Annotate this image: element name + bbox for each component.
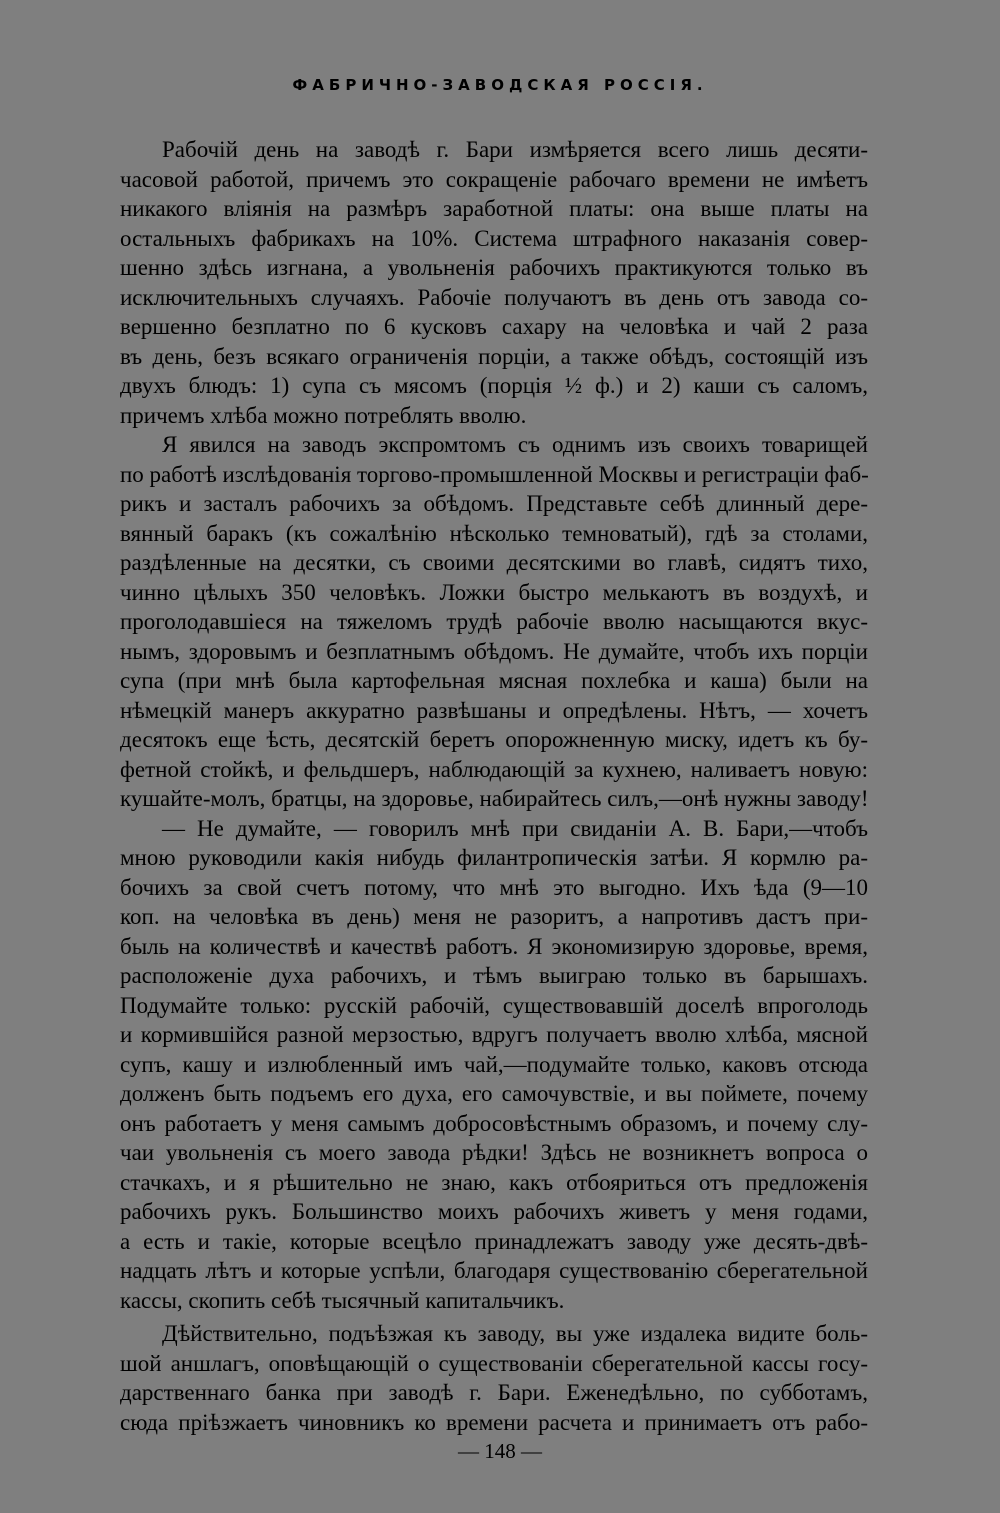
text-line: по работѣ изслѣдованія торгово-промышленной Москвы и регистраціи фаб- <box>120 461 869 487</box>
text-line: вянный баракъ (къ сожалѣнію нѣсколько темноватый), гдѣ за столами, <box>120 520 868 546</box>
text-line: надцать лѣтъ и которые успѣли, благодаря существованію сберегательной <box>120 1258 868 1283</box>
text-line: коп. на человѣка въ день) меня не разоритъ, а напротивъ дастъ при- <box>120 904 868 929</box>
text-line: двухъ блюдъ: 1) супа съ мясомъ (порція ½ ф.) и 2) каши съ саломъ, <box>120 373 868 398</box>
text-line: Я явился на заводъ экспромтомъ съ однимъ изъ своихъ товарищей <box>162 432 868 457</box>
text-line: супъ, кашу и излюбленный имъ чай,—подумайте только, каковъ отсюда <box>120 1051 868 1077</box>
text-line: расположеніе духа рабочихъ, и тѣмъ выиграю только въ барышахъ. <box>120 963 868 988</box>
text-line: онъ работаетъ у меня самымъ добросовѣстнымъ образомъ, и почему слу- <box>120 1110 868 1136</box>
text-line: рикъ и засталъ рабочихъ за обѣдомъ. Представьте себѣ длинный дере- <box>120 491 868 516</box>
text-line: десятокъ еще ѣсть, десятскій беретъ опорожненную миску, идетъ къ бу- <box>120 727 868 752</box>
text-line: а есть и такіе, которые всецѣло принадлежатъ заводу уже десять-двѣ- <box>120 1228 868 1254</box>
text-line: дарственнаго банка при заводѣ г. Бари. Еженедѣльно, по субботамъ, <box>120 1380 868 1405</box>
text-line: мною руководили какія нибудь филантропическія затѣи. Я кормлю ра- <box>120 845 868 870</box>
text-line: вершенно безплатно по 6 кусковъ сахару на человѣка и чай 2 раза <box>120 314 868 339</box>
text-line: исключительныхъ случаяхъ. Рабочіе получаютъ въ день отъ завода со- <box>120 284 868 310</box>
text-line: супа (при мнѣ была картофельная мясная похлебка и каша) были на <box>120 668 868 693</box>
text-line: остальныхъ фабрикахъ на 10%. Система штрафного наказанія совер- <box>120 225 868 251</box>
text-line: рабочихъ рукъ. Большинство моихъ рабочихъ живетъ у меня годами, <box>120 1199 868 1224</box>
text-line: шой аншлагъ, оповѣщающій о существованіи сберегательной кассы госу- <box>120 1350 868 1376</box>
text-line: Подумайте только: русскій рабочій, существовавшій доселѣ впроголодь <box>120 992 868 1018</box>
text-line: — Не думайте, — говорилъ мнѣ при свиданіи А. В. Бари,—чтобъ <box>162 815 868 841</box>
text-line: проголодавшіеся на тяжеломъ трудѣ рабочіе вволю насыщаются вкус- <box>120 609 868 634</box>
text-line: долженъ быть подъемъ его духа, его самочувствіе, и вы поймете, почему <box>120 1081 868 1106</box>
text-line: часовой работой, причемъ это сокращеніе рабочаго времени не имѣетъ <box>120 166 868 192</box>
text-line: стачкахъ, и я рѣшительно не знаю, какъ отбояриться отъ предложенія <box>120 1169 868 1195</box>
text-line: чинно цѣлыхъ 350 человѣкъ. Ложки быстро мелькаютъ въ воздухѣ, и <box>120 579 868 605</box>
text-line: никакого вліянія на размѣръ заработной платы: она выше платы на <box>120 196 868 221</box>
text-line: Рабочій день на заводѣ г. Бари измѣряется всего лишь десяти- <box>162 137 868 162</box>
text-line: кассы, скопить себѣ тысячный капитальчикъ. <box>120 1287 565 1313</box>
text-line: бочихъ за свой счетъ потому, что мнѣ это выгодно. Ихъ ѣда (9—10 <box>120 874 868 900</box>
text-line: нымъ, здоровымъ и безплатнымъ обѣдомъ. Не думайте, чтобъ ихъ порціи <box>120 638 868 664</box>
text-line: и кормившійся разной мерзостью, вдругъ получаетъ вволю хлѣба, мясной <box>120 1022 868 1047</box>
text-line: въ день, безъ всякаго ограниченія порціи, а также обѣдъ, состоящій изъ <box>120 343 868 369</box>
text-line: кушайте-молъ, братцы, на здоровье, набирайтесь силъ,—онѣ нужны заводу! <box>120 786 869 811</box>
text-line: раздѣленные на десятки, съ своими десятскими во главѣ, сидятъ тихо, <box>120 550 868 575</box>
body-text <box>120 135 868 1437</box>
text-line: чаи увольненія съ моего завода рѣдки! Здѣсь не возникнетъ вопроса о <box>120 1140 868 1165</box>
text-line: сюда пріѣзжаетъ чиновникъ ко времени расчета и принимаетъ отъ рабо- <box>120 1409 868 1435</box>
text-line: причемъ хлѣба можно потреблять вволю. <box>120 402 527 428</box>
page-number: — 148 — <box>458 1439 542 1463</box>
text-line: фетной стойкѣ, и фельдшеръ, наблюдающій за кухнею, наливаетъ новую: <box>120 756 868 782</box>
text-line: шенно здѣсь изгнана, а увольненія рабочихъ практикуются только въ <box>120 255 868 280</box>
running-header: ФАБРИЧНО-ЗАВОДСКАЯ РОССІЯ. <box>292 76 708 94</box>
text-line: Дѣйствительно, подъѣзжая къ заводу, вы уже издалека видите боль- <box>162 1321 868 1346</box>
text-line: быль на количествѣ и качествѣ работъ. Я экономизирую здоровье, время, <box>120 933 868 959</box>
text-line: нѣмецкій манеръ аккуратно развѣшаны и опредѣлены. Нѣтъ, — хочетъ <box>120 697 868 723</box>
